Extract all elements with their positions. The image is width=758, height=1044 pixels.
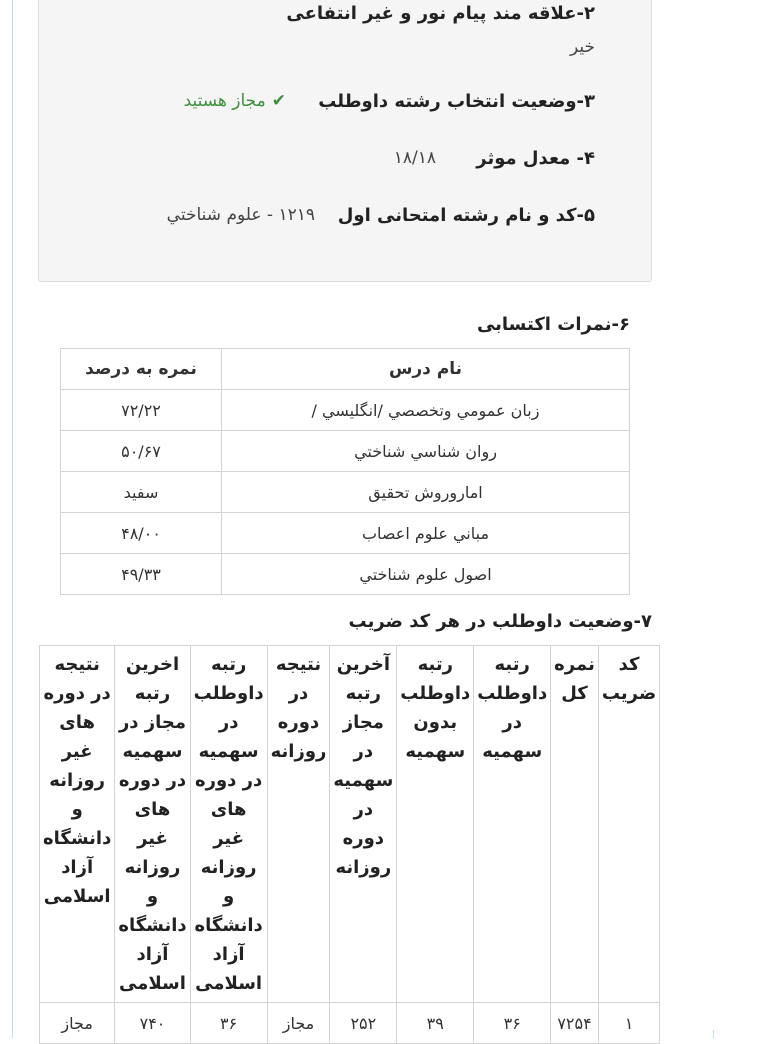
col-result-daily: نتیجه در دوره روزانه: [267, 646, 330, 1003]
coefficient-code: ۱: [598, 1003, 659, 1044]
col-course-name: نام درس: [222, 349, 630, 390]
first-field-value: ۱۲۱۹ - علوم شناختي: [166, 205, 315, 225]
result-non-daily: مجاز: [40, 1003, 115, 1044]
result-daily: مجاز: [267, 1003, 330, 1044]
course-score: سفید: [61, 472, 222, 513]
course-score: ۵۰/۶۷: [61, 431, 222, 472]
question-2-label: ۲-علاقه مند پیام نور و غیر انتفاعی: [286, 3, 595, 24]
col-coefficient-code: کد ضریب: [598, 646, 659, 1003]
rank-in-quota: ۳۶: [474, 1003, 551, 1044]
col-percent-score: نمره به درصد: [61, 349, 222, 390]
table-row: [40, 1003, 660, 1044]
effective-gpa-value: ۱۸/۱۸: [393, 148, 436, 168]
status-table: [39, 645, 660, 1044]
last-allowed-rank-non-daily: ۷۴۰: [115, 1003, 190, 1044]
col-last-allowed-rank-non-daily: اخرین رتبه مجاز در سهمیه در دوره های غیر روزانه و دانشگاه آزاد اسلامی: [115, 646, 190, 1003]
table-row: [61, 554, 630, 595]
course-score: ۴۹/۳۳: [61, 554, 222, 595]
right-gutter: [712, 0, 758, 1030]
info-panel: [38, 0, 652, 282]
selection-status: [184, 91, 286, 111]
course-score: ۴۸/۰۰: [61, 513, 222, 554]
course-name: اصول علوم شناختي: [222, 554, 630, 595]
course-name: مباني علوم اعصاب: [222, 513, 630, 554]
col-total-score: نمره کل: [551, 646, 599, 1003]
course-name: اماروروش تحقيق: [222, 472, 630, 513]
table-row: [61, 472, 630, 513]
col-rank-in-quota: رتبه داوطلب در سهمیه: [474, 646, 551, 1003]
rank-non-daily: ۳۶: [190, 1003, 267, 1044]
course-name: روان شناسي شناختي: [222, 431, 630, 472]
rank-without-quota: ۳۹: [397, 1003, 474, 1044]
table-header-row: [61, 349, 630, 390]
question-5-label: ۵-کد و نام رشته امتحانی اول: [337, 205, 595, 226]
table-header-row: [40, 646, 660, 1003]
table-row: [61, 390, 630, 431]
col-result-non-daily: نتیجه در دوره های غیر روزانه و دانشگاه آزاد اسلامی: [40, 646, 115, 1003]
check-icon: ✔: [271, 91, 286, 111]
grades-table: [60, 348, 630, 595]
col-last-allowed-rank-daily: آخرین رتبه مجاز در سهمیه در دوره روزانه: [330, 646, 397, 1003]
grades-title: ۶-نمرات اکتسابی: [476, 314, 630, 335]
course-score: ۷۲/۲۲: [61, 390, 222, 431]
table-row: [61, 513, 630, 554]
last-allowed-rank-daily: ۲۵۲: [330, 1003, 397, 1044]
question-3-label: ۳-وضعیت انتخاب رشته داوطلب: [318, 91, 595, 112]
selection-status-text: مجاز هستید: [183, 91, 266, 111]
table-row: [61, 431, 630, 472]
course-name: زبان عمومي وتخصصي /انگليسي /: [222, 390, 630, 431]
question-4-label: ۴- معدل موثر: [476, 148, 595, 169]
status-title: ۷-وضعیت داوطلب در هر کد ضریب: [348, 611, 652, 632]
col-rank-without-quota: رتبه داوطلب بدون سهمیه: [397, 646, 474, 1003]
total-score: ۷۲۵۴: [551, 1003, 599, 1044]
question-2-value: خیر: [569, 37, 595, 57]
col-rank-non-daily: رتبه داوطلب در سهمیه در دوره های غیر روزانه و دانشگاه آزاد اسلامی: [190, 646, 267, 1003]
